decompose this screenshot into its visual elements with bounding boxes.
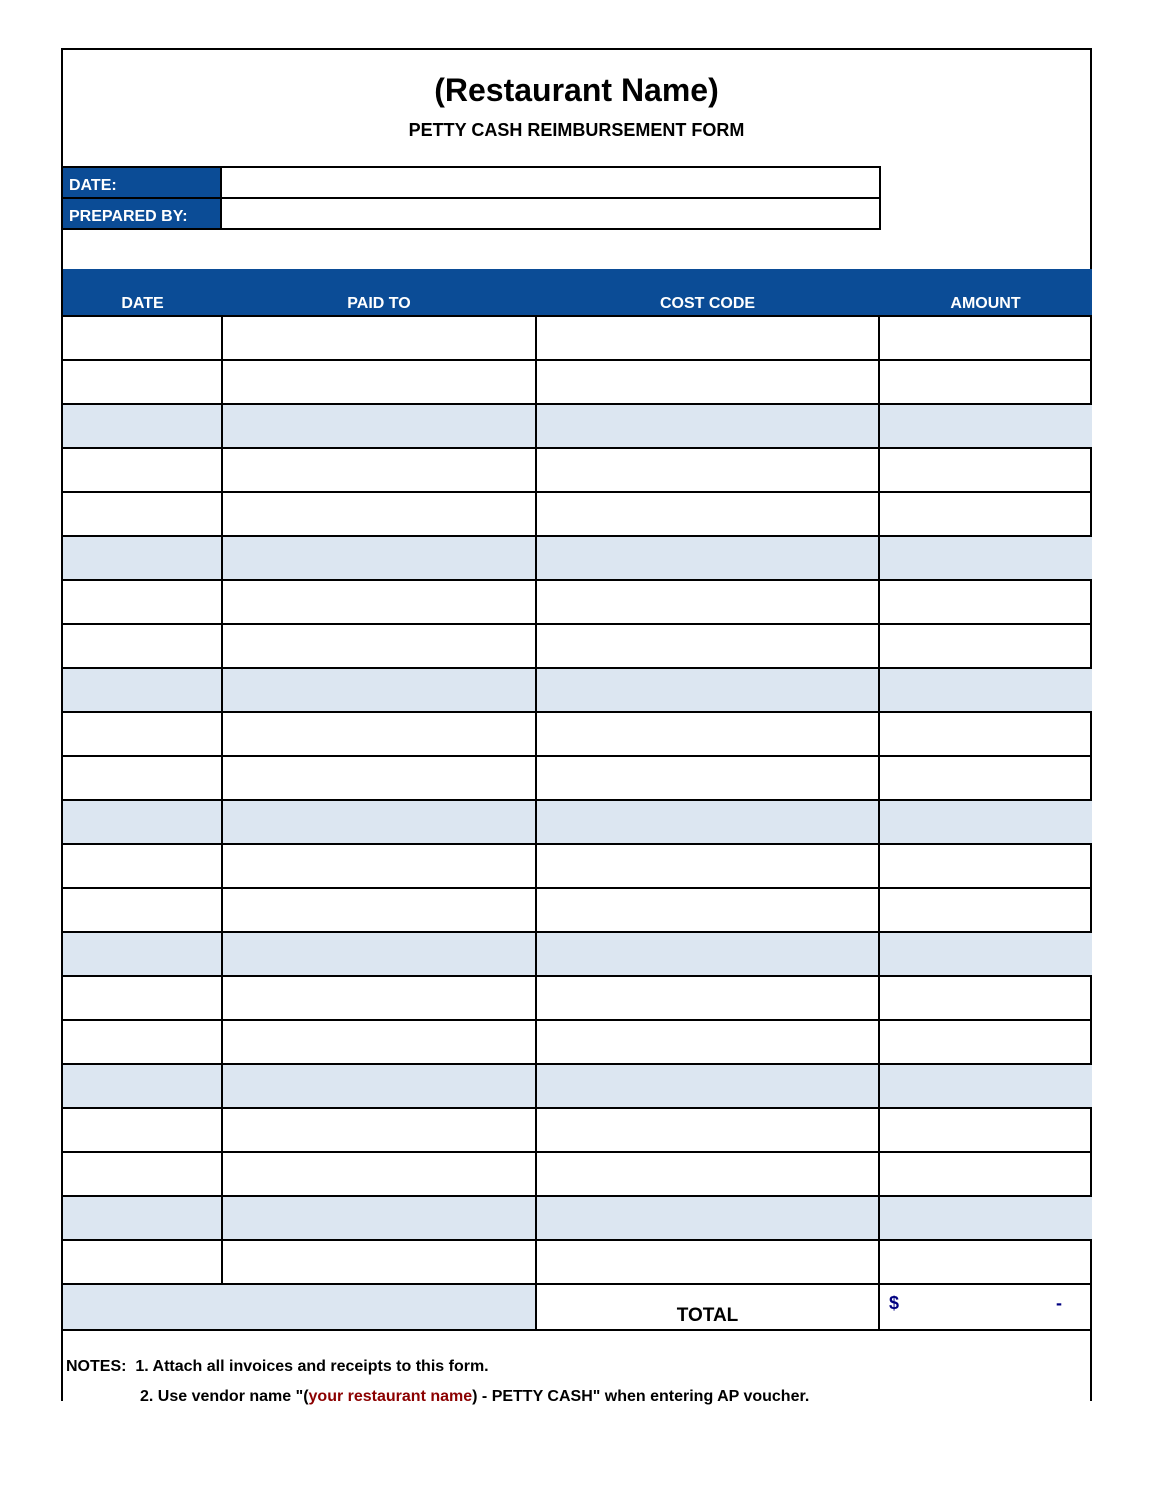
paid-to-cell[interactable]: [222, 1020, 536, 1064]
paid-to-cell[interactable]: [222, 668, 536, 712]
date-cell[interactable]: [63, 1064, 222, 1108]
total-row: [63, 1284, 1092, 1330]
table-row: [63, 448, 1092, 492]
cost-code-cell[interactable]: [536, 580, 879, 624]
table-body: [63, 316, 1092, 1284]
table-row: [63, 360, 1092, 404]
cost-code-cell[interactable]: [536, 1196, 879, 1240]
amount-cell[interactable]: [879, 844, 1092, 888]
info-fields: [63, 166, 881, 230]
cost-code-cell[interactable]: [536, 316, 879, 360]
date-cell[interactable]: [63, 844, 222, 888]
note-item-1: 1. Attach all invoices and receipts to this form.: [135, 1358, 489, 1375]
total-value: -: [1056, 1293, 1062, 1313]
date-cell[interactable]: [63, 492, 222, 536]
currency-symbol: $: [889, 1293, 900, 1313]
cost-code-cell[interactable]: [536, 1152, 879, 1196]
cost-code-cell[interactable]: [536, 1020, 879, 1064]
cost-code-cell[interactable]: [536, 712, 879, 756]
amount-cell[interactable]: [879, 1152, 1092, 1196]
paid-to-cell[interactable]: [222, 800, 536, 844]
cost-code-cell[interactable]: [536, 448, 879, 492]
date-cell[interactable]: [63, 756, 222, 800]
table-row: [63, 492, 1092, 536]
cost-code-cell[interactable]: [536, 360, 879, 404]
cost-code-cell[interactable]: [536, 800, 879, 844]
date-cell[interactable]: [63, 976, 222, 1020]
table-row: [63, 1064, 1092, 1108]
amount-cell[interactable]: [879, 1020, 1092, 1064]
table-row: [63, 1196, 1092, 1240]
table-row: [63, 624, 1092, 668]
table-row: [63, 1152, 1092, 1196]
paid-to-cell[interactable]: [222, 404, 536, 448]
table-row: [63, 888, 1092, 932]
table-row: [63, 1108, 1092, 1152]
paid-to-cell[interactable]: [222, 492, 536, 536]
prepared-by-label: PREPARED BY:: [63, 198, 221, 229]
date-cell[interactable]: [63, 1020, 222, 1064]
amount-cell[interactable]: [879, 668, 1092, 712]
form-frame: [61, 48, 1092, 1405]
amount-cell[interactable]: [879, 360, 1092, 404]
paid-to-cell[interactable]: [222, 844, 536, 888]
amount-cell[interactable]: [879, 1240, 1092, 1284]
cost-code-cell[interactable]: [536, 536, 879, 580]
note-item-2-text: 2. Use vendor name "(: [140, 1388, 309, 1405]
date-cell[interactable]: [63, 1152, 222, 1196]
paid-to-cell[interactable]: [222, 360, 536, 404]
amount-cell[interactable]: [879, 536, 1092, 580]
column-header-paid-to: PAID TO: [222, 269, 536, 316]
form-subtitle: PETTY CASH REIMBURSEMENT FORM: [408, 120, 745, 140]
table-row: [63, 668, 1092, 712]
date-field[interactable]: [221, 167, 880, 198]
cost-code-cell[interactable]: [536, 492, 879, 536]
date-cell[interactable]: [63, 404, 222, 448]
paid-to-cell[interactable]: [222, 316, 536, 360]
date-cell[interactable]: [63, 888, 222, 932]
date-cell[interactable]: [63, 1240, 222, 1284]
date-cell[interactable]: [63, 580, 222, 624]
paid-to-cell[interactable]: [222, 1108, 536, 1152]
table-row: [63, 756, 1092, 800]
date-cell[interactable]: [63, 932, 222, 976]
cost-code-cell[interactable]: [536, 756, 879, 800]
amount-cell[interactable]: [879, 1064, 1092, 1108]
date-cell[interactable]: [63, 668, 222, 712]
amount-cell[interactable]: [879, 448, 1092, 492]
paid-to-cell[interactable]: [222, 1196, 536, 1240]
cost-code-cell[interactable]: [536, 1108, 879, 1152]
amount-cell[interactable]: [879, 404, 1092, 448]
paid-to-cell[interactable]: [222, 624, 536, 668]
date-cell[interactable]: [63, 448, 222, 492]
cost-code-cell[interactable]: [536, 404, 879, 448]
date-cell[interactable]: [63, 1108, 222, 1152]
amount-cell[interactable]: [879, 800, 1092, 844]
table-row: [63, 844, 1092, 888]
cost-code-cell[interactable]: [536, 624, 879, 668]
restaurant-name-title: (Restaurant Name): [434, 72, 719, 108]
total-label: TOTAL: [536, 1284, 879, 1330]
cost-code-cell[interactable]: [536, 888, 879, 932]
table-header-row: [63, 269, 1092, 316]
cost-code-cell[interactable]: [536, 1064, 879, 1108]
note-item-2-tail: ) - PETTY CASH" when entering AP voucher.: [472, 1388, 810, 1405]
cost-code-cell[interactable]: [536, 844, 879, 888]
column-header-cost-code: COST CODE: [536, 269, 879, 316]
notes-section: [66, 1352, 809, 1412]
prepared-by-field[interactable]: [221, 198, 880, 229]
paid-to-cell[interactable]: [222, 976, 536, 1020]
date-cell[interactable]: [63, 316, 222, 360]
table-row: [63, 932, 1092, 976]
paid-to-cell[interactable]: [222, 888, 536, 932]
table-row: [63, 1020, 1092, 1064]
expense-table: [63, 269, 1092, 1331]
note-item-2: [66, 1382, 809, 1412]
amount-cell[interactable]: [879, 756, 1092, 800]
amount-cell[interactable]: [879, 316, 1092, 360]
paid-to-cell[interactable]: [222, 1240, 536, 1284]
date-cell[interactable]: [63, 536, 222, 580]
amount-cell[interactable]: [879, 1108, 1092, 1152]
column-header-date: DATE: [63, 269, 222, 316]
total-blank-cell: [63, 1284, 536, 1330]
paid-to-cell[interactable]: [222, 1064, 536, 1108]
table-row: [63, 976, 1092, 1020]
date-cell[interactable]: [63, 1196, 222, 1240]
table-row: [63, 800, 1092, 844]
amount-cell[interactable]: [879, 712, 1092, 756]
table-row: [63, 404, 1092, 448]
amount-cell[interactable]: [879, 932, 1092, 976]
amount-cell[interactable]: [879, 888, 1092, 932]
cost-code-cell[interactable]: [536, 932, 879, 976]
date-cell[interactable]: [63, 800, 222, 844]
cost-code-cell[interactable]: [536, 1240, 879, 1284]
amount-cell[interactable]: [879, 624, 1092, 668]
paid-to-cell[interactable]: [222, 1152, 536, 1196]
table-row: [63, 712, 1092, 756]
table-row: [63, 536, 1092, 580]
total-amount-cell: [879, 1284, 1092, 1330]
date-cell[interactable]: [63, 624, 222, 668]
column-header-amount: AMOUNT: [879, 269, 1092, 316]
table-row: [63, 1240, 1092, 1284]
amount-cell[interactable]: [879, 580, 1092, 624]
notes-prefix: NOTES:: [66, 1358, 127, 1375]
paid-to-cell[interactable]: [222, 712, 536, 756]
date-cell[interactable]: [63, 360, 222, 404]
amount-cell[interactable]: [879, 492, 1092, 536]
date-cell[interactable]: [63, 712, 222, 756]
amount-cell[interactable]: [879, 1196, 1092, 1240]
paid-to-cell[interactable]: [222, 580, 536, 624]
paid-to-cell[interactable]: [222, 536, 536, 580]
cost-code-cell[interactable]: [536, 976, 879, 1020]
paid-to-cell[interactable]: [222, 932, 536, 976]
table-row: [63, 316, 1092, 360]
date-label: DATE:: [63, 167, 221, 198]
paid-to-cell[interactable]: [222, 448, 536, 492]
cost-code-cell[interactable]: [536, 668, 879, 712]
paid-to-cell[interactable]: [222, 756, 536, 800]
note-highlight-restaurant-name: your restaurant name: [308, 1388, 473, 1405]
table-row: [63, 580, 1092, 624]
amount-cell[interactable]: [879, 976, 1092, 1020]
